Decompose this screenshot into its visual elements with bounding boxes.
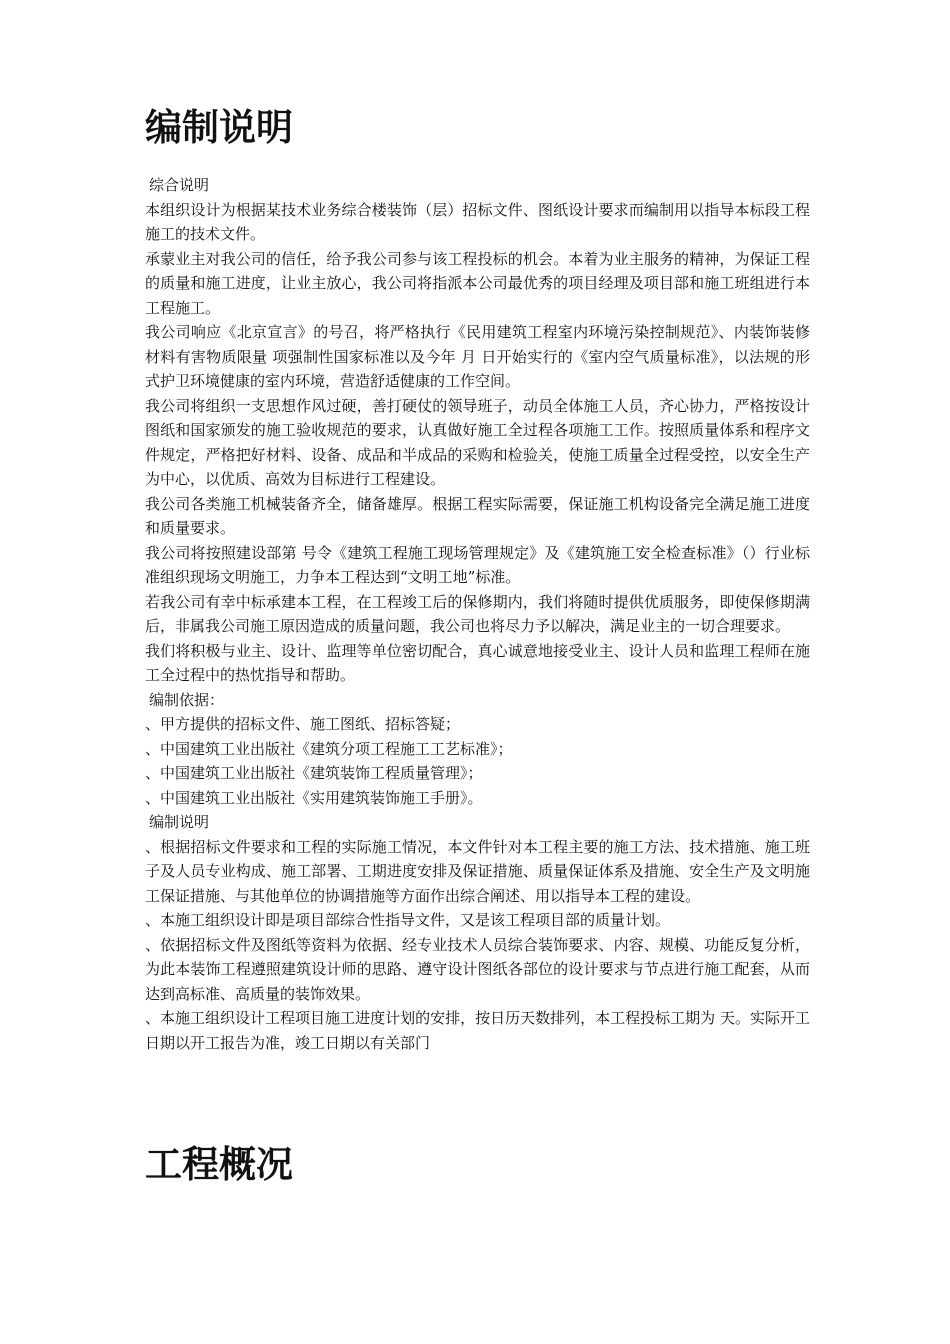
subheading: 编制依据：	[149, 690, 225, 709]
paragraph: 我们将积极与业主、设计、监理等单位密切配合，真心诚意地接受业主、设计人员和监理工程师在施工全过程中的热忱指导和帮助。	[145, 641, 810, 684]
subheading: 综合说明	[149, 176, 210, 194]
subheading: 编制说明	[149, 813, 210, 831]
paragraph: 我公司将按照建设部第 号令《建筑工程施工现场管理规定》及《建筑施工安全检查标准》（）行业标准组织现场文明施工，力争本工程达到“文明工地”标准。	[145, 543, 810, 586]
paragraph: 我公司各类施工机械装备齐全，储备雄厚。根据工程实际需要，保证施工机构设备完全满足施工进度和质量要求。	[145, 494, 810, 537]
paragraph: 本组织设计为根据某技术业务综合楼装饰（层）招标文件、图纸设计要求而编制用以指导本标段工程施工的技术文件。	[145, 200, 810, 243]
document-body	[145, 173, 810, 1055]
list-item: 、本施工组织设计即是项目部综合性指导文件，又是该工程项目部的质量计划。	[145, 911, 671, 929]
paragraph: 若我公司有幸中标承建本工程，在工程竣工后的保修期内，我们将随时提供优质服务，即使保修期满后，非属我公司施工原因造成的质量问题，我公司也将尽力予以解决，满足业主的一切合理要求。	[145, 592, 810, 635]
paragraph: 我公司将组织一支思想作风过硬，善打硬仗的领导班子，动员全体施工人员，齐心协力，严格按设计图纸和国家颁发的施工验收规范的要求，认真做好施工全过程各项施工工作。按照质量体系和程序文件规定，严格把好材料、设备、成品和半成品的采购和检验关，使施工质量全过程受控，以安全生产为中心，以优质、高效为目标进行工程建设。	[145, 396, 810, 488]
list-item: 、依据招标文件及图纸等资料为依据、经专业技术人员综合装饰要求、内容、规模、功能反复分析，为此本装饰工程遵照建筑设计师的思路、遵守设计图纸各部位的设计要求与节点进行施工配套，从而达到高标准、高质量的装饰效果。	[145, 935, 810, 1003]
paragraph: 承蒙业主对我公司的信任，给予我公司参与该工程投标的机会。本着为业主服务的精神，为保证工程的质量和施工进度，让业主放心，我公司将指派本公司最优秀的项目经理及项目部和施工班组进行本工程施工。	[145, 249, 810, 317]
section-title: 编制说明	[145, 105, 293, 149]
list-item: 、中国建筑工业出版社《建筑装饰工程质量管理》；	[145, 764, 483, 782]
list-item: 、甲方提供的招标文件、施工图纸、招标答疑；	[145, 715, 461, 733]
section-title: 工程概况	[145, 1142, 293, 1186]
list-item: 、中国建筑工业出版社《实用建筑装饰施工手册》。	[145, 788, 483, 807]
list-item: 、本施工组织设计工程项目施工进度计划的安排，按日历天数排列，本工程投标工期为 天。实际开工日期以开工报告为准，竣工日期以有关部门	[145, 1009, 810, 1052]
list-item: 、中国建筑工业出版社《建筑分项工程施工工艺标准》；	[145, 739, 513, 758]
list-item: 、根据招标文件要求和工程的实际施工情况，本文件针对本工程主要的施工方法、技术措施、施工班子及人员专业构成、施工部署、工期进度安排及保证措施、质量保证体系及措施、安全生产及文明施工保证措施、与其他单位的协调措施等方面作出综合阐述、用以指导本工程的建设。	[145, 837, 810, 905]
paragraph: 我公司响应《北京宣言》的号召，将严格执行《民用建筑工程室内环境污染控制规范》、内装饰装修材料有害物质限量 项强制性国家标准以及今年 月 日开始实行的《室内空气质量标准》，以法规的形式护卫环境健康的室内环境，营造舒适健康的工作空间。	[145, 323, 810, 390]
